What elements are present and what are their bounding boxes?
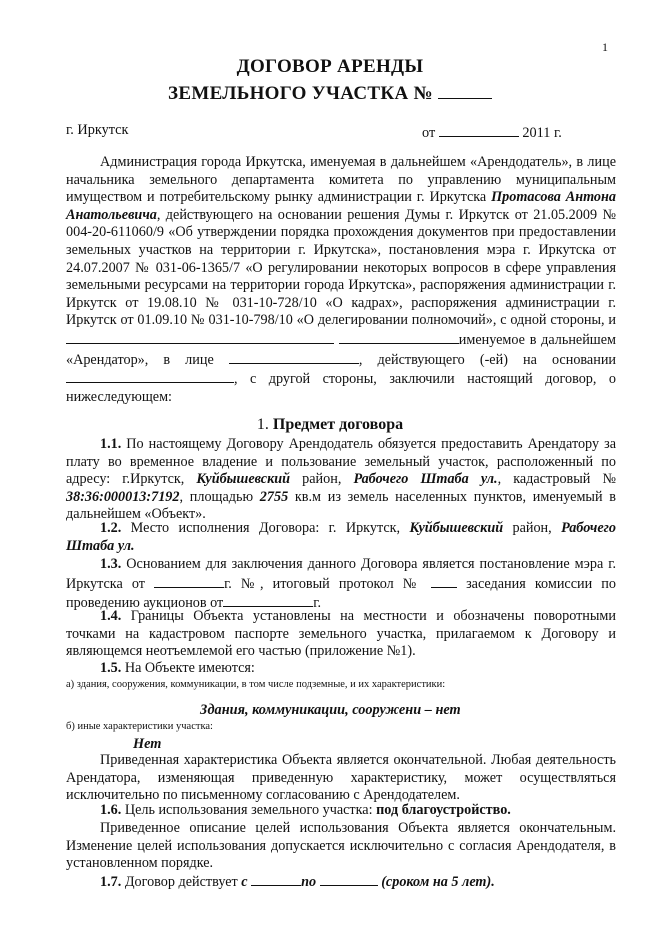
clause-1-5 bbox=[66, 660, 616, 678]
clause-1-6-note-text: Приведенное описание целей использования Объекта является окончательным. Изменение целей использования допускается исключительно с согласия Арендодателя, в установленном порядке. bbox=[66, 820, 616, 872]
clause-1-2-text: Место исполнения Договора: г. Иркутск, bbox=[121, 520, 410, 536]
clause-1-1-number: 1.1. bbox=[100, 436, 122, 452]
district: Куйбышевский bbox=[196, 471, 291, 488]
clause-1-3-text-3: заседания комиссии по проведению аукционов от bbox=[66, 575, 616, 612]
clause-1-2-number: 1.2. bbox=[100, 520, 122, 536]
land-use-purpose: под благоустройство. bbox=[376, 802, 511, 818]
area-value: 2755 bbox=[259, 488, 289, 505]
section-1-title: Предмет договора bbox=[272, 416, 404, 433]
item-a-value: Здания, коммуникации, сооружени – нет bbox=[200, 702, 461, 718]
clause-1-7-text: Договор действует bbox=[121, 874, 242, 890]
clause-1-1-text-4: , площадью bbox=[179, 488, 260, 505]
term-to-label: по bbox=[301, 874, 317, 890]
clause-1-1 bbox=[66, 436, 616, 524]
clause-1-6 bbox=[66, 802, 616, 820]
contract-number-blank bbox=[438, 82, 492, 99]
date-year: 2011 г. bbox=[522, 125, 562, 141]
clause-1-4-number: 1.4. bbox=[100, 608, 122, 624]
item-b-value: Нет bbox=[133, 736, 162, 752]
city: г. Иркутск bbox=[66, 122, 129, 138]
section-1-number: 1. bbox=[256, 416, 269, 433]
date-prefix: от bbox=[422, 125, 436, 141]
date-blank bbox=[439, 122, 519, 137]
auction-date-blank bbox=[223, 593, 313, 607]
clause-1-5-note-text: Приведенная характеристика Объекта является окончательной. Любая деятельность Арендатора, изменяющая приведенную характеристику, может осуществляться исключительно по письменному согласованию с Арендодателем. bbox=[66, 752, 616, 804]
clause-1-1-text-5: кв.м из земель населенных пунктов, именуемый в дальнейшем «Объект». bbox=[66, 488, 616, 523]
clause-1-3-number: 1.3. bbox=[100, 556, 122, 572]
term-duration: (сроком на 5 лет). bbox=[381, 874, 495, 890]
clause-1-7 bbox=[66, 872, 616, 892]
clause-1-6-number: 1.6. bbox=[100, 802, 122, 818]
document-title: ДОГОВОР АРЕНДЫ bbox=[236, 56, 424, 77]
district-2: Куйбышевский bbox=[409, 520, 504, 536]
preamble-text-5: , с другой стороны, заключили настоящий договор, о нижеследующем: bbox=[66, 371, 616, 405]
clause-1-7-number: 1.7. bbox=[100, 874, 122, 890]
resolution-date-blank bbox=[154, 574, 224, 588]
clause-1-2-text-2: район, bbox=[503, 520, 562, 536]
street-2: Рабочего Штаба ул. bbox=[66, 520, 616, 554]
clause-1-2 bbox=[66, 520, 616, 555]
clause-1-5-text: На Объекте имеются: bbox=[121, 660, 255, 676]
subtitle-text: ЗЕМЕЛЬНОГО УЧАСТКА № bbox=[168, 83, 433, 104]
clause-1-5-number: 1.5. bbox=[100, 660, 122, 676]
term-end-blank bbox=[320, 872, 378, 886]
representative-blank bbox=[229, 350, 359, 364]
preamble-text: Администрация города Иркутска, именуемая в дальнейшем «Арендодатель», в лице начальника земельного департамента комитета по управлению муниципальным имуществом и потребительскому рынку администрации г. Иркутска bbox=[66, 154, 616, 206]
official-name: Протасова Антона Анатольевича bbox=[66, 189, 616, 223]
clause-1-6-text: Цель использования земельного участка: bbox=[121, 802, 377, 818]
item-a-label: а) здания, сооружения, коммуникации, в том числе подземные, и их характеристики: bbox=[66, 679, 446, 690]
basis-blank bbox=[66, 369, 234, 383]
preamble bbox=[66, 154, 616, 406]
protocol-number-blank bbox=[431, 574, 457, 588]
term-start-blank bbox=[251, 872, 301, 886]
preamble-text-3: именуемое в дальнейшем «Арендатор», в лице bbox=[66, 331, 617, 368]
item-b-label: б) иные характеристики участка: bbox=[66, 721, 213, 732]
clause-1-4-text: Границы Объекта установлены на местности и обозначены поворотными точками на кадастровом паспорте земельного участка, прилагаемом к Договору и являющемся неотъемлемой его частью (приложение №1). bbox=[66, 608, 616, 660]
clause-1-3 bbox=[66, 556, 616, 613]
clause-1-1-text: По настоящему Договору Арендодатель обязуется предоставить Арендатору за плату во временное владение и пользование земельный участок, расположенный по адресу: г.Иркутск, bbox=[66, 436, 616, 488]
clause-1-4 bbox=[66, 608, 616, 661]
street: Рабочего Штаба ул. bbox=[353, 471, 498, 488]
cadastral-number: 38:36:000013:7192 bbox=[66, 488, 180, 505]
preamble-text-4: , действующего (-ей) на основании bbox=[358, 351, 617, 368]
document-subtitle bbox=[0, 82, 660, 105]
tenant-name-blank-2 bbox=[339, 330, 459, 344]
term-from-label: с bbox=[241, 874, 248, 890]
clause-1-3-text-4: г. bbox=[313, 595, 321, 612]
clause-1-1-text-3: , кадастровый № bbox=[497, 471, 616, 488]
tenant-name-blank bbox=[66, 330, 334, 344]
clause-1-5-note bbox=[66, 752, 616, 805]
clause-1-1-text-2: район, bbox=[290, 471, 354, 488]
page-number: 1 bbox=[602, 40, 608, 54]
section-1-heading bbox=[0, 416, 660, 434]
clause-1-3-text: Основанием для заключения данного Договора является постановление мэра г. Иркутска от bbox=[66, 556, 616, 592]
contract-date bbox=[422, 122, 562, 142]
preamble-text-2: , действующего на основании решения Думы г. Иркутск от 21.05.2009 № 004-20-611060/9 «Об утверждении порядка прохождения документов при предоставлении земельных участков на территории г. Иркутска», постановления мэра г. Иркутска от 24.07.2007 № 031-06-1365/7 «О регулировании некоторых вопросов в сфере управления земельными ресурсами на территории города Иркутска», распоряжения администрации г. Иркутск от 19.08.10 № 031-10-728/10 «О кадрах», распоряжения администрации г. Иркутск от 01.09.10 № 031-10-798/10 «О делегировании полномочий», с одной стороны, и bbox=[66, 206, 616, 329]
clause-1-3-text-2: г. №, итоговый протокол № bbox=[224, 575, 431, 592]
clause-1-6-note bbox=[66, 820, 616, 873]
